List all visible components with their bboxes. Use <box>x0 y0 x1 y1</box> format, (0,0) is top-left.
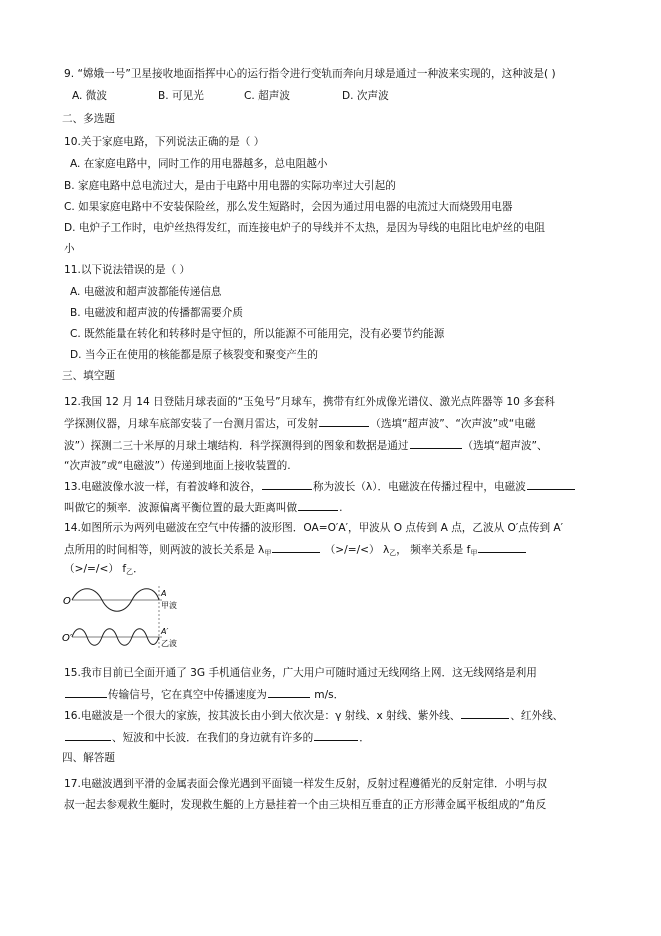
wave-label-yi: 乙波 <box>161 639 177 648</box>
q17-line2: 叔一起去参观救生艇时，发现救生艇的上方悬挂着一个由三块相互垂直的正方形薄金属平板组成的“角反 <box>64 799 547 811</box>
q15-text: m/s． <box>310 689 345 701</box>
q14-text: 点所用的时间相等，则两波的波长关系是 λ <box>64 544 265 556</box>
q16-text: 16.电磁波是一个很大的家族，按其波长由小到大依次是：γ 射线、x 射线、紫外线、 <box>64 710 461 722</box>
q9-stem: 9. “嫦娥一号”卫星接收地面指挥中心的运行指令进行变轨而奔向月球是通过一种波来实现的，这种波是( ) <box>64 68 556 80</box>
q15-blank-1[interactable] <box>65 686 107 698</box>
q11-option-d: D. 当今正在使用的核能都是原子核裂变和聚变产生的 <box>70 349 318 361</box>
wave-label-a: A <box>161 589 167 598</box>
q9-option-d: D. 次声波 <box>342 90 389 102</box>
q12-line3 <box>64 437 548 454</box>
q10-option-d-line1: D. 电炉子工作时，电炉丝热得发红，而连接电炉子的导线并不太热，是因为导线的电阻比电炉丝的电阻 <box>64 222 546 234</box>
q14-blank-1[interactable] <box>272 541 320 553</box>
q10-option-a: A. 在家庭电路中，同时工作的用电器越多，总电阻越小 <box>70 158 328 170</box>
q13-text: 叫做它的频率．波源偏离平衡位置的最大距离叫做 <box>64 502 298 514</box>
q12-blank-2[interactable] <box>410 437 462 449</box>
q11-stem: 11.以下说法错误的是（ ） <box>64 264 191 276</box>
q14-sub-yi: 乙 <box>389 549 397 557</box>
q13-blank-2[interactable] <box>527 478 575 490</box>
q13-text: . <box>339 502 343 514</box>
q14-sub-jia: 甲 <box>264 549 272 557</box>
q13-text: 13.电磁波像水波一样，有着波峰和波谷， <box>64 481 261 493</box>
q10-stem: 10.关于家庭电路，下列说法正确的是（ ） <box>64 136 265 148</box>
wave-label-o: O <box>63 596 71 607</box>
q14-sub-yi: 乙 <box>126 568 134 576</box>
q16-blank-2[interactable] <box>65 729 111 741</box>
q13-line1 <box>64 478 576 495</box>
q14-line2 <box>64 541 527 561</box>
wave-label-jia: 甲波 <box>161 601 177 610</box>
q13-blank-3[interactable] <box>298 499 338 511</box>
q15-line1: 15.我市目前已全面开通了 3G 手机通信业务，广大用户可随时通过无线网络上网．这无线网络是利用 <box>64 667 537 679</box>
q12-text: （选填“超声波”、 <box>462 440 548 452</box>
q12-line1: 12.我国 12 月 14 日登陆月球表面的“玉兔号”月球车，携带有红外成像光谱仪、激光点阵器等 10 多套科 <box>64 396 556 408</box>
q12-text: 波”）探测二三十米厚的月球土壤结构．科学探测得到的图象和数据是通过 <box>64 440 409 452</box>
q12-text: （选填“超声波”、“次声波”或“电磁 <box>370 418 536 430</box>
section-heading-answer: 四、解答题 <box>62 752 115 764</box>
q14-line3 <box>64 561 144 580</box>
q13-line2 <box>64 499 342 516</box>
q12-line4: “次声波”或“电磁波”）传递到地面上接收装置的. <box>64 460 291 472</box>
q14-text: ， 频率关系是 f <box>396 544 471 556</box>
q11-option-a: A. 电磁波和超声波都能传递信息 <box>70 286 222 298</box>
q12-line2 <box>64 415 535 432</box>
q13-blank-1[interactable] <box>262 478 312 490</box>
q10-option-d-line2: 小 <box>64 243 75 255</box>
q15-text: 传输信号，它在真空中传播速度为 <box>108 689 267 701</box>
q14-sub-jia: 甲 <box>470 549 478 557</box>
q9-option-b: B. 可见光 <box>158 90 204 102</box>
q16-text: 、短波和中长波．在我们的身边就有许多的 <box>112 732 314 744</box>
wave-label-o-prime: O′ <box>62 633 73 644</box>
q13-text: 称为波长（λ）．电磁波在传播过程中，电磁波 <box>312 481 526 493</box>
q12-blank-1[interactable] <box>319 415 369 427</box>
q16-line2 <box>64 729 370 746</box>
q10-option-c: C. 如果家庭电路中不安装保险丝，那么发生短路时，会因为通过用电器的电流过大而烧毁用电器 <box>64 201 513 213</box>
q16-text: 、红外线、 <box>510 710 564 722</box>
section-heading-fill-in: 三、填空题 <box>62 370 115 382</box>
q16-blank-1[interactable] <box>461 707 509 719</box>
q16-text: ． <box>359 732 370 744</box>
q14-line1: 14.如图所示为两列电磁波在空气中传播的波形图．OA=O′A′，甲波从 O 点传到 A 点，乙波从 O′点传到 A′ <box>64 522 564 534</box>
q11-option-c: C. 既然能量在转化和转移时是守恒的，所以能源不可能用完，没有必要节约能源 <box>70 328 445 340</box>
q12-text: 学探测仪器，月球车底部安装了一台测月雷达，可发射 <box>64 418 319 430</box>
q14-text: （>/=/<） f <box>64 563 127 575</box>
section-heading-multi-choice: 二、多选题 <box>62 113 115 125</box>
wave-diagram <box>62 580 192 666</box>
q11-option-b: B. 电磁波和超声波的传播都需要介质 <box>70 307 243 319</box>
q10-option-b: B. 家庭电路中总电流过大，是由于电路中用电器的实际功率过大引起的 <box>64 180 396 192</box>
q16-line1 <box>64 707 563 724</box>
q15-line2 <box>64 686 344 703</box>
q9-option-a: A. 微波 <box>72 90 107 102</box>
q14-text: ． <box>133 563 144 575</box>
q15-blank-2[interactable] <box>268 686 310 698</box>
q14-blank-2[interactable] <box>478 541 526 553</box>
q17-line1: 17.电磁波遇到平滑的金属表面会像光遇到平面镜一样发生反射，反射过程遵循光的反射定律．小明与叔 <box>64 778 547 790</box>
q9-option-c: C. 超声波 <box>244 90 290 102</box>
q14-text: （>/=/<） λ <box>321 544 390 556</box>
wave-label-a-prime: A′ <box>161 627 169 636</box>
q16-blank-3[interactable] <box>314 729 358 741</box>
